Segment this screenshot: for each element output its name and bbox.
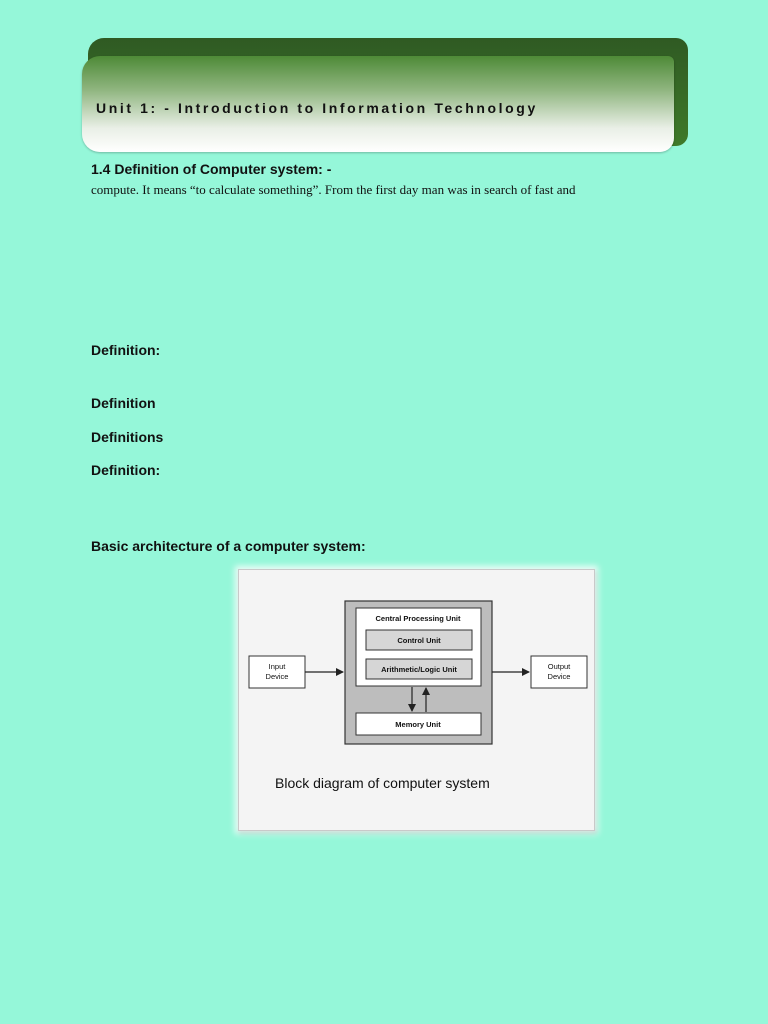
section-heading: 1.4 Definition of Computer system: - xyxy=(91,161,332,177)
diagram-caption: Block diagram of computer system xyxy=(275,775,490,791)
definition-heading-4: Definition: xyxy=(91,462,161,478)
output-device-label-1: Output xyxy=(547,662,571,671)
block-diagram-figure xyxy=(238,569,595,831)
input-device-label-1: Input xyxy=(268,662,286,671)
cpu-label: Central Processing Unit xyxy=(375,614,461,623)
architecture-heading: Basic architecture of a computer system: xyxy=(91,538,366,554)
control-unit-label: Control Unit xyxy=(397,636,441,645)
block-diagram xyxy=(239,570,594,830)
output-device-label-2: Device xyxy=(547,672,571,681)
section-paragraph: compute. It means “to calculate something”. From the first day man was in search of fast and xyxy=(91,182,576,197)
definition-heading-2: Definition xyxy=(91,395,156,411)
alu-label: Arithmetic/Logic Unit xyxy=(381,665,457,674)
memory-unit-label: Memory Unit xyxy=(395,720,441,729)
input-device-label-2: Device xyxy=(265,672,289,681)
unit-title: Unit 1: - Introduction to Information Technology xyxy=(96,100,538,116)
definitions-heading-3: Definitions xyxy=(91,429,164,445)
definition-heading-1: Definition: xyxy=(91,342,161,358)
